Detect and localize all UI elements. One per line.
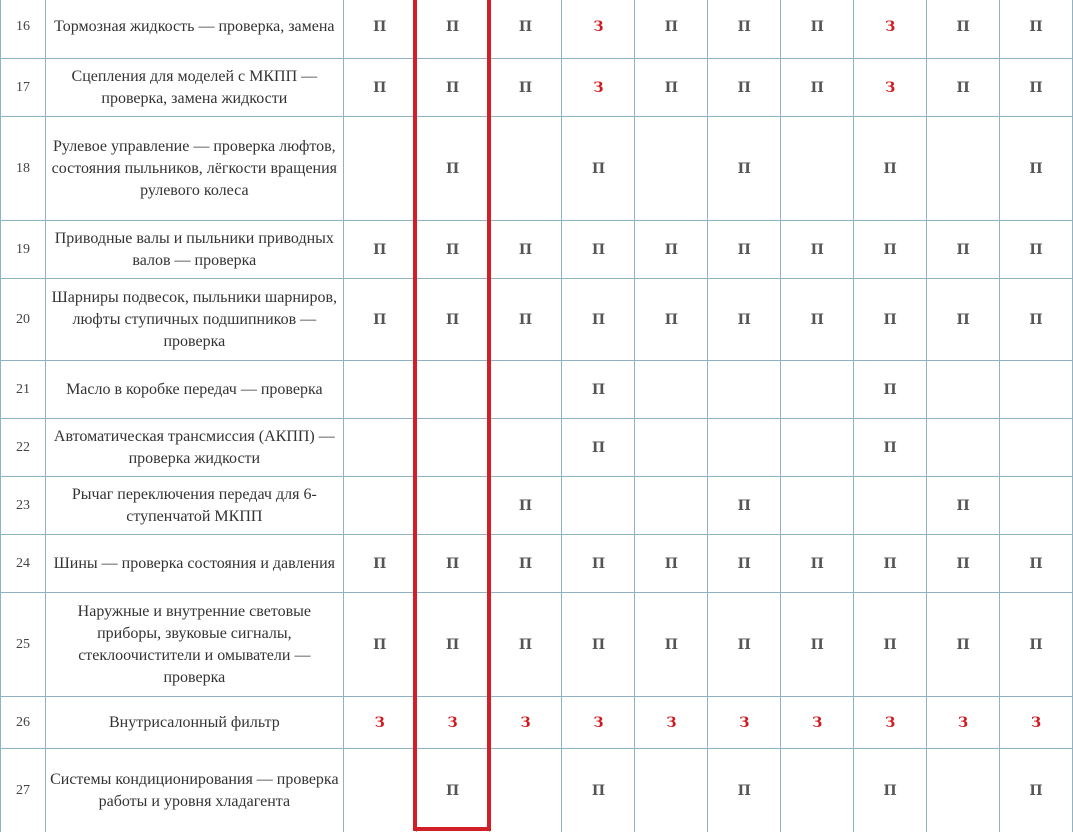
row-number: 20 [1, 279, 46, 361]
check-mark-cell: П [1000, 0, 1073, 59]
check-mark-cell: П [416, 0, 489, 59]
empty-cell [489, 117, 562, 221]
row-number: 22 [1, 419, 46, 477]
replace-mark-cell: З [343, 697, 416, 749]
check-mark-cell: П [416, 221, 489, 279]
check-mark-cell: П [489, 221, 562, 279]
check-mark-cell: П [489, 59, 562, 117]
check-mark-cell: П [635, 221, 708, 279]
check-mark-cell: П [562, 361, 635, 419]
row-description: Рулевое управление — проверка люфтов, состояния пыльников, лёгкости вращения рулевого колеса [45, 117, 343, 221]
empty-cell [1000, 477, 1073, 535]
empty-cell [781, 749, 854, 832]
check-mark-cell: П [489, 535, 562, 593]
replace-mark-cell: З [854, 0, 927, 59]
empty-cell [854, 477, 927, 535]
table-row [1, 535, 1073, 593]
table-row [1, 117, 1073, 221]
check-mark-cell: П [562, 221, 635, 279]
check-mark-cell: П [781, 593, 854, 697]
check-mark-cell: П [708, 749, 781, 832]
row-number: 24 [1, 535, 46, 593]
empty-cell [708, 419, 781, 477]
replace-mark-cell: З [562, 59, 635, 117]
table-row [1, 697, 1073, 749]
empty-cell [781, 419, 854, 477]
check-mark-cell: П [416, 593, 489, 697]
row-description: Рычаг переключения передач для 6-ступенчатой МКПП [45, 477, 343, 535]
check-mark-cell: П [708, 279, 781, 361]
replace-mark-cell: З [562, 0, 635, 59]
check-mark-cell: П [489, 279, 562, 361]
check-mark-cell: П [562, 535, 635, 593]
check-mark-cell: П [343, 279, 416, 361]
check-mark-cell: П [1000, 221, 1073, 279]
check-mark-cell: П [343, 593, 416, 697]
check-mark-cell: П [416, 535, 489, 593]
check-mark-cell: П [781, 535, 854, 593]
check-mark-cell: П [416, 117, 489, 221]
row-description: Приводные валы и пыльники приводных валов — проверка [45, 221, 343, 279]
replace-mark-cell: З [1000, 697, 1073, 749]
table-row [1, 59, 1073, 117]
check-mark-cell: П [1000, 749, 1073, 832]
replace-mark-cell: З [416, 697, 489, 749]
empty-cell [343, 419, 416, 477]
empty-cell [343, 117, 416, 221]
row-number: 17 [1, 59, 46, 117]
check-mark-cell: П [927, 59, 1000, 117]
empty-cell [927, 419, 1000, 477]
check-mark-cell: П [781, 221, 854, 279]
table-row [1, 0, 1073, 59]
check-mark-cell: П [854, 749, 927, 832]
table-row [1, 593, 1073, 697]
check-mark-cell: П [489, 593, 562, 697]
row-description: Внутрисалонный фильтр [45, 697, 343, 749]
check-mark-cell: П [1000, 279, 1073, 361]
check-mark-cell: П [635, 593, 708, 697]
row-number: 27 [1, 749, 46, 832]
table-row [1, 419, 1073, 477]
check-mark-cell: П [854, 535, 927, 593]
check-mark-cell: П [562, 117, 635, 221]
check-mark-cell: П [343, 59, 416, 117]
check-mark-cell: П [781, 279, 854, 361]
check-mark-cell: П [927, 0, 1000, 59]
empty-cell [416, 477, 489, 535]
check-mark-cell: П [343, 0, 416, 59]
row-description: Автоматическая трансмиссия (АКПП) — проверка жидкости [45, 419, 343, 477]
empty-cell [635, 749, 708, 832]
check-mark-cell: П [854, 221, 927, 279]
check-mark-cell: П [489, 477, 562, 535]
check-mark-cell: П [708, 593, 781, 697]
row-description: Сцепления для моделей с МКПП — проверка, замена жидкости [45, 59, 343, 117]
empty-cell [416, 361, 489, 419]
row-description: Системы кондиционирования — проверка работы и уровня хладагента [45, 749, 343, 832]
replace-mark-cell: З [562, 697, 635, 749]
replace-mark-cell: З [854, 697, 927, 749]
check-mark-cell: П [416, 749, 489, 832]
table-row [1, 477, 1073, 535]
table-row [1, 221, 1073, 279]
row-number: 26 [1, 697, 46, 749]
check-mark-cell: П [854, 279, 927, 361]
check-mark-cell: П [562, 593, 635, 697]
empty-cell [343, 361, 416, 419]
row-number: 23 [1, 477, 46, 535]
row-description: Шины — проверка состояния и давления [45, 535, 343, 593]
empty-cell [781, 117, 854, 221]
check-mark-cell: П [927, 535, 1000, 593]
replace-mark-cell: З [854, 59, 927, 117]
empty-cell [708, 361, 781, 419]
check-mark-cell: П [708, 0, 781, 59]
check-mark-cell: П [562, 749, 635, 832]
replace-mark-cell: З [781, 697, 854, 749]
row-number: 19 [1, 221, 46, 279]
empty-cell [489, 749, 562, 832]
table-row [1, 361, 1073, 419]
empty-cell [635, 477, 708, 535]
row-description: Шарниры подвесок, пыльники шарниров, люфты ступичных подшипников — проверка [45, 279, 343, 361]
table-row [1, 279, 1073, 361]
check-mark-cell: П [416, 279, 489, 361]
check-mark-cell: П [343, 535, 416, 593]
replace-mark-cell: З [708, 697, 781, 749]
check-mark-cell: П [635, 59, 708, 117]
check-mark-cell: П [781, 59, 854, 117]
row-number: 16 [1, 0, 46, 59]
check-mark-cell: П [489, 0, 562, 59]
check-mark-cell: П [708, 535, 781, 593]
empty-cell [927, 749, 1000, 832]
row-description: Наружные и внутренние световые приборы, звуковые сигналы, стеклоочистители и омыватели — проверка [45, 593, 343, 697]
empty-cell [343, 749, 416, 832]
check-mark-cell: П [1000, 593, 1073, 697]
row-description: Тормозная жидкость — проверка, замена [45, 0, 343, 59]
check-mark-cell: П [635, 0, 708, 59]
empty-cell [343, 477, 416, 535]
check-mark-cell: П [854, 117, 927, 221]
empty-cell [781, 361, 854, 419]
check-mark-cell: П [635, 535, 708, 593]
replace-mark-cell: З [489, 697, 562, 749]
replace-mark-cell: З [635, 697, 708, 749]
check-mark-cell: П [927, 477, 1000, 535]
row-description: Масло в коробке передач — проверка [45, 361, 343, 419]
check-mark-cell: П [1000, 117, 1073, 221]
empty-cell [489, 361, 562, 419]
check-mark-cell: П [1000, 535, 1073, 593]
empty-cell [562, 477, 635, 535]
empty-cell [927, 117, 1000, 221]
check-mark-cell: П [343, 221, 416, 279]
check-mark-cell: П [854, 419, 927, 477]
check-mark-cell: П [562, 279, 635, 361]
check-mark-cell: П [708, 221, 781, 279]
check-mark-cell: П [708, 59, 781, 117]
empty-cell [1000, 361, 1073, 419]
replace-mark-cell: З [927, 697, 1000, 749]
empty-cell [635, 361, 708, 419]
check-mark-cell: П [927, 279, 1000, 361]
row-number: 21 [1, 361, 46, 419]
table-body [1, 0, 1073, 832]
empty-cell [489, 419, 562, 477]
row-number: 25 [1, 593, 46, 697]
check-mark-cell: П [927, 221, 1000, 279]
check-mark-cell: П [708, 117, 781, 221]
check-mark-cell: П [781, 0, 854, 59]
check-mark-cell: П [927, 593, 1000, 697]
empty-cell [927, 361, 1000, 419]
empty-cell [781, 477, 854, 535]
table-row [1, 749, 1073, 832]
check-mark-cell: П [1000, 59, 1073, 117]
check-mark-cell: П [854, 361, 927, 419]
empty-cell [635, 117, 708, 221]
empty-cell [416, 419, 489, 477]
check-mark-cell: П [562, 419, 635, 477]
check-mark-cell: П [708, 477, 781, 535]
check-mark-cell: П [635, 279, 708, 361]
check-mark-cell: П [416, 59, 489, 117]
row-number: 18 [1, 117, 46, 221]
empty-cell [635, 419, 708, 477]
empty-cell [1000, 419, 1073, 477]
check-mark-cell: П [854, 593, 927, 697]
